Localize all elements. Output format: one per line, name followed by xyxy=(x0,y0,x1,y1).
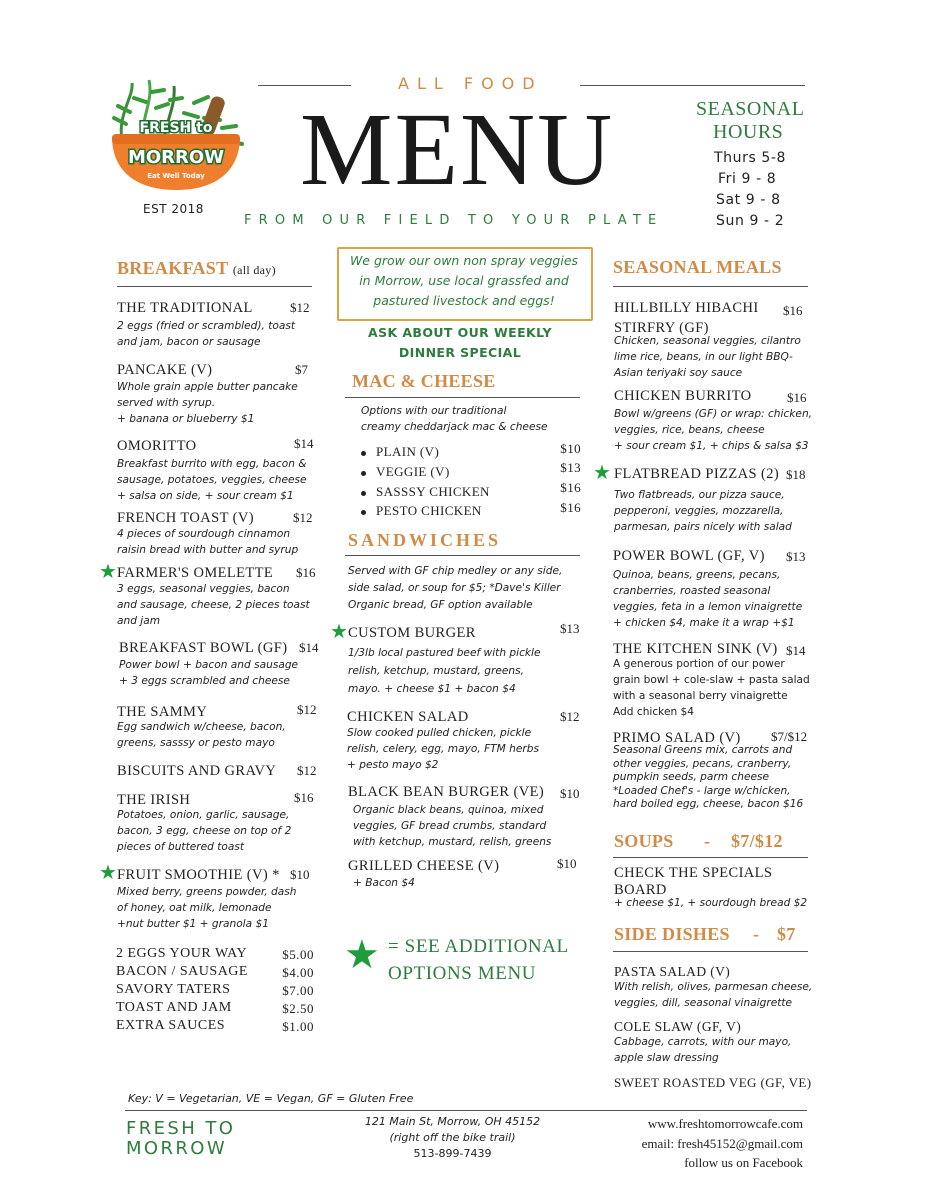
breakfast-title xyxy=(117,258,276,279)
item-price: $18 xyxy=(786,467,806,482)
footer-brand-2: MORROW xyxy=(126,1138,228,1159)
hours-sun: Sun 9 - 2 xyxy=(716,213,785,229)
item-price: $14 xyxy=(294,436,314,451)
footer-brand-1: FRESH TO xyxy=(126,1118,236,1139)
footer-rule xyxy=(125,1110,807,1111)
item-desc: Cabbage, carrots, with our mayo, apple slaw dressing xyxy=(614,1036,792,1064)
footer-address-note: (right off the bike trail) xyxy=(389,1131,516,1144)
item-name: BISCUITS AND GRAVY xyxy=(117,763,277,779)
star-icon: ★ xyxy=(99,862,117,884)
item-desc: Seasonal Greens mix, carrots and other veggies, pecans, cranberry, pumpkin seeds, parm cheese *Loaded Chef's - large w/chicken, hard boiled egg, cheese, bacon $16 xyxy=(613,744,804,810)
mac-rule xyxy=(345,397,580,398)
item-desc: Quinoa, beans, greens, pecans, cranberries, roasted seasonal veggies, feta in a lemon vinaigrette + chicken $4, make it a wrap +$1 xyxy=(613,569,803,629)
item-desc: 2 eggs (fried or scrambled), toast and jam, bacon or sausage xyxy=(117,320,296,348)
item-desc: + Bacon $4 xyxy=(353,877,415,889)
mac-item-name: PESTO CHICKEN xyxy=(376,503,482,518)
item-price: $13 xyxy=(560,621,580,636)
mac-item-name: VEGGIE (V) xyxy=(376,464,450,479)
mac-item-price: $16 xyxy=(560,480,581,495)
item-name: SWEET ROASTED VEG (GF, VE) xyxy=(614,1075,812,1090)
item-name: BLACK BEAN BURGER (VE) xyxy=(348,784,545,800)
item-price: $12 xyxy=(297,702,317,717)
item-name: FRENCH TOAST (V) xyxy=(117,510,254,526)
item-price: $7 xyxy=(295,362,308,377)
item-desc: Breakfast burrito with egg, bacon & sausage, potatoes, veggies, cheese + salsa on side, + sour cream $1 xyxy=(117,458,307,502)
logo xyxy=(104,78,250,196)
sandwiches-title: SANDWICHES xyxy=(348,530,502,550)
side-price: $1.00 xyxy=(282,1019,314,1034)
legend-line-2: OPTIONS MENU xyxy=(388,963,537,984)
hours-sat: Sat 9 - 8 xyxy=(716,192,781,208)
item-price: $10 xyxy=(557,856,577,871)
hours-title-2: HOURS xyxy=(713,121,784,143)
side-price: $4.00 xyxy=(282,965,314,980)
all-food-label: ALL FOOD xyxy=(398,74,543,93)
item-desc: Mixed berry, greens powder, dash of honey, oat milk, lemonade +nut butter $1 + granola $1 xyxy=(117,886,297,930)
item-name: THE TRADITIONAL xyxy=(117,300,253,316)
breakfast-title-text: BREAKFAST xyxy=(117,258,229,278)
side-row xyxy=(116,1000,314,1016)
item-desc: Potatoes, onion, garlic, sausage, bacon, 3 egg, cheese on top of 2 pieces of buttered toast xyxy=(117,809,292,853)
callout-text: We grow our own non spray veggies in Morrow, use local grassfed and pastured livestock and eggs! xyxy=(349,253,579,308)
item-name: THE IRISH xyxy=(117,792,191,808)
soups-title xyxy=(614,831,784,852)
side-row xyxy=(116,964,314,980)
item-price: $13 xyxy=(786,549,806,564)
bullet-icon xyxy=(361,471,366,476)
mac-item-name: SASSSY CHICKEN xyxy=(376,484,490,499)
item-name: PANCAKE (V) xyxy=(117,362,213,378)
item-price: $16 xyxy=(294,790,314,805)
item-desc: Power bowl + bacon and sausage + 3 eggs scrambled and cheese xyxy=(119,659,299,687)
field-to-plate-tagline: FROM OUR FIELD TO YOUR PLATE xyxy=(244,213,664,228)
mac-list xyxy=(361,441,581,524)
side-name: EXTRA SAUCES xyxy=(116,1018,226,1033)
soups-rule xyxy=(613,857,808,858)
soups-dash: - xyxy=(704,831,711,851)
sides-rule xyxy=(613,951,808,952)
item-name: THE KITCHEN SINK (V) xyxy=(613,641,778,657)
item-name: PRIMO SALAD (V) xyxy=(613,730,741,746)
item-desc: Egg sandwich w/cheese, bacon, greens, sasssy or pesto mayo xyxy=(117,721,286,749)
side-name: BACON / SAUSAGE xyxy=(116,964,248,979)
star-icon: ★ xyxy=(593,462,611,484)
side-price: $7.00 xyxy=(282,983,314,998)
soups-addons: + cheese $1, + sourdough bread $2 xyxy=(614,897,808,909)
mac-item-price: $10 xyxy=(560,441,581,456)
mac-item xyxy=(361,500,581,519)
mac-item-name: PLAIN (V) xyxy=(376,444,440,459)
sides-title xyxy=(614,924,794,945)
side-row xyxy=(116,982,314,998)
logo-text-line-2: MORROW xyxy=(127,147,225,168)
footer-phone: 513-899-7439 xyxy=(413,1147,492,1160)
logo-tagline: Eat Well Today xyxy=(147,172,205,180)
soups-title-text: SOUPS xyxy=(614,831,674,851)
item-name: THE SAMMY xyxy=(117,704,208,720)
mac-title: MAC & CHEESE xyxy=(352,371,496,391)
item-desc: With relish, olives, parmesan cheese, veggies, dill, seasonal vinaigrette xyxy=(614,981,813,1009)
footer-website[interactable]: www.freshtomorrowcafe.com xyxy=(647,1116,803,1131)
seasonal-title: SEASONAL MEALS xyxy=(613,257,782,277)
item-name: PASTA SALAD (V) xyxy=(614,964,731,979)
item-name: CHICKEN BURRITO xyxy=(614,388,752,404)
mac-item-price: $13 xyxy=(560,460,581,475)
item-name: CUSTOM BURGER xyxy=(348,625,476,641)
sandwiches-rule xyxy=(345,555,580,556)
bullet-icon xyxy=(361,451,366,456)
sides-price: $7 xyxy=(777,924,796,944)
item-price: $16 xyxy=(783,303,803,318)
item-price: $7/$12 xyxy=(771,729,808,744)
star-icon: ★ xyxy=(330,621,348,643)
item-name: FRUIT SMOOTHIE (V) * xyxy=(117,867,280,883)
side-name: TOAST AND JAM xyxy=(116,1000,232,1015)
item-desc: Whole grain apple butter pancake served with syrup. + banana or blueberry $1 xyxy=(117,381,298,425)
hours-title-1: SEASONAL xyxy=(696,98,805,120)
mac-item xyxy=(361,460,581,480)
hours-thurs: Thurs 5-8 xyxy=(714,150,787,166)
footer-email[interactable]: email: fresh45152@gmail.com xyxy=(641,1136,803,1151)
item-desc: Chicken, seasonal veggies, cilantro lime rice, beans, in our light BBQ- Asian teriyaki soy sauce xyxy=(614,335,801,379)
mac-desc: Options with our traditional creamy cheddarjack mac & cheese xyxy=(361,405,548,433)
item-desc: Organic black beans, quinoa, mixed veggies, GF bread crumbs, standard with ketchup, mustard, relish, greens xyxy=(353,804,552,848)
item-price: $12 xyxy=(560,709,580,724)
item-desc: Two flatbreads, our pizza sauce, pepperoni, veggies, mozzarella, parmesan, pairs nicely with salad xyxy=(614,489,792,533)
header-rule-right xyxy=(580,85,805,86)
item-price: $14 xyxy=(299,640,319,655)
item-name: BREAKFAST BOWL (GF) xyxy=(119,640,288,656)
hours-fri: Fri 9 - 8 xyxy=(718,171,777,187)
logo-text-line-1: FRESH to xyxy=(139,120,213,136)
logo-graphic xyxy=(104,78,250,196)
bullet-icon xyxy=(361,491,366,496)
legend-line-1: = SEE ADDITIONAL xyxy=(388,936,569,957)
item-price: $10 xyxy=(290,867,310,882)
side-name: SAVORY TATERS xyxy=(116,982,231,997)
item-price: $10 xyxy=(560,786,580,801)
item-desc: 1/3lb local pastured beef with pickle relish, ketchup, mustard, greens, mayo. + cheese $1 + bacon $4 xyxy=(348,647,541,695)
side-price: $5.00 xyxy=(282,947,314,962)
item-price: $16 xyxy=(787,390,807,405)
footer-address: 121 Main St, Morrow, OH 45152 xyxy=(364,1115,541,1128)
soups-line: CHECK THE SPECIALS BOARD xyxy=(614,865,773,898)
star-icon: ★ xyxy=(99,561,117,583)
item-desc: Bowl w/greens (GF) or wrap: chicken, veggies, rice, beans, cheese + sour cream $1, + chips & salsa $3 xyxy=(614,408,813,452)
mac-item xyxy=(361,441,581,460)
item-desc: Slow cooked pulled chicken, pickle relish, celery, egg, mayo, FTM herbs + pesto mayo $2 xyxy=(347,727,539,771)
item-name: GRILLED CHEESE (V) xyxy=(348,858,500,874)
item-name: FLATBREAD PIZZAS (2) xyxy=(614,466,780,482)
item-price: $12 xyxy=(293,510,313,525)
star-icon: ★ xyxy=(344,932,380,977)
sandwiches-desc: Served with GF chip medley or any side, side salad, or soup for $5; *Dave's Killer Organic bread, GF option available xyxy=(348,565,563,611)
breakfast-subtitle: (all day) xyxy=(232,263,276,277)
breakfast-rule xyxy=(117,286,312,287)
side-name: 2 EGGS YOUR WAY xyxy=(116,946,248,961)
item-name: HILLBILLY HIBACHI STIRFRY (GF) xyxy=(614,300,759,336)
item-name: COLE SLAW (GF, V) xyxy=(614,1019,742,1034)
side-row xyxy=(116,1018,314,1034)
mac-item-price: $16 xyxy=(560,500,581,515)
item-name: POWER BOWL (GF, V) xyxy=(613,548,765,564)
mac-item xyxy=(361,480,581,500)
menu-title: MENU xyxy=(300,92,615,207)
item-desc: A generous portion of our power grain bowl + cole-slaw + pasta salad with a seasonal berry vinaigrette Add chicken $4 xyxy=(613,658,810,718)
seasonal-rule xyxy=(613,286,808,287)
item-desc: 4 pieces of sourdough cinnamon raisin bread with butter and syrup xyxy=(117,528,299,556)
item-name: OMORITTO xyxy=(117,438,197,454)
est-label: EST 2018 xyxy=(143,202,204,216)
sides-title-text: SIDE DISHES xyxy=(614,924,730,944)
item-price: $12 xyxy=(297,763,317,778)
side-row xyxy=(116,946,314,962)
item-name: FARMER'S OMELETTE xyxy=(117,565,274,581)
bullet-icon xyxy=(361,510,366,515)
dietary-key: Key: V = Vegetarian, VE = Vegan, GF = Gluten Free xyxy=(128,1092,414,1105)
header-rule-left xyxy=(258,85,351,86)
item-name: CHICKEN SALAD xyxy=(347,709,469,725)
sides-dash: - xyxy=(753,924,760,944)
footer-social[interactable]: follow us on Facebook xyxy=(684,1155,803,1170)
soups-price: $7/$12 xyxy=(731,831,783,851)
item-price: $12 xyxy=(290,300,310,315)
breakfast-sides xyxy=(116,946,316,1036)
side-price: $2.50 xyxy=(282,1001,314,1016)
item-price: $16 xyxy=(296,565,316,580)
item-desc: 3 eggs, seasonal veggies, bacon and sausage, cheese, 2 pieces toast and jam xyxy=(117,583,310,627)
weekly-special: ASK ABOUT OUR WEEKLY DINNER SPECIAL xyxy=(368,325,552,360)
item-price: $14 xyxy=(786,643,806,658)
